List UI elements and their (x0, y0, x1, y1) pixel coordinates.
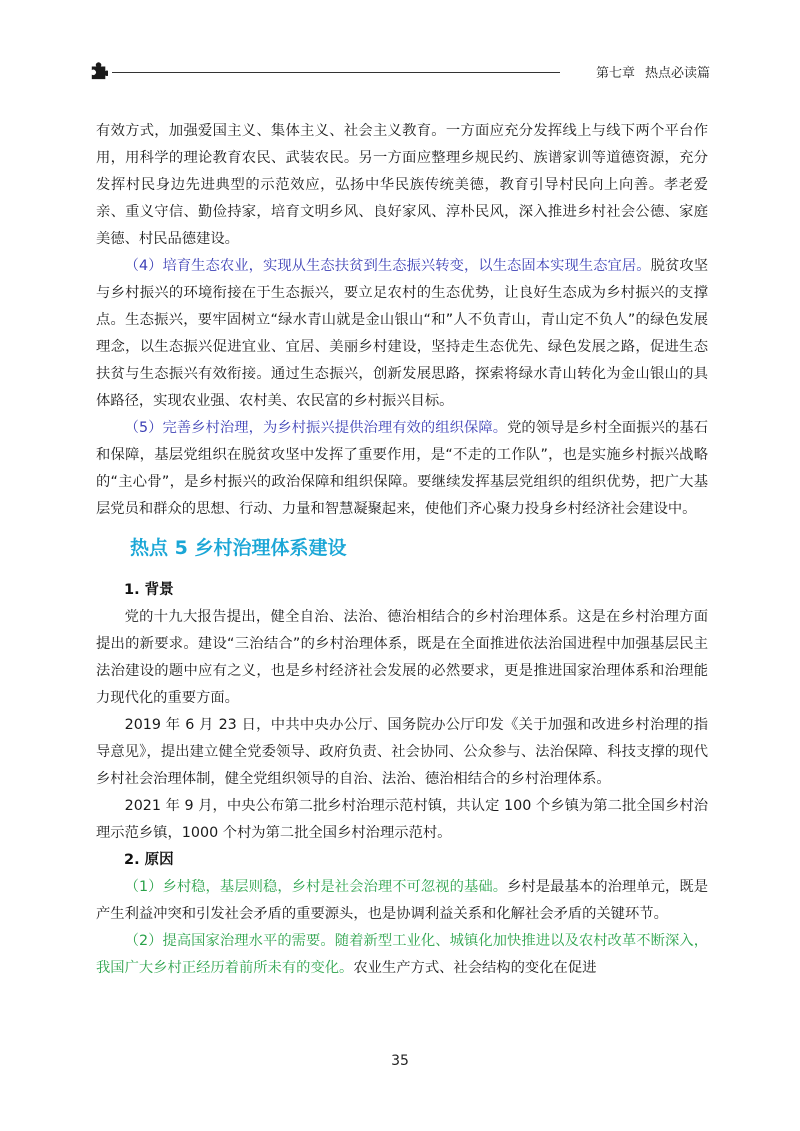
ecology-body: 脱贫攻坚与乡村振兴的环境衔接在于生态振兴，要立足农村的生态优势，让良好生态成为乡村振兴的支撑点。生态振兴，要牢固树立“绿水青山就是金山银山“和”人不负青山，青山定不负人”的绿色发展理念，以生态振兴促进宜业、宜居、美丽乡村建设，坚持走生态优先、绿色发展之路，促进生态扶贫与生态振兴有效衔接。通过生态振兴，创新发展思路，探索将绿水青山转化为金山银山的具体路径，实现农业强、农村美、农民富的乡村振兴目标。 (96, 258, 709, 409)
paragraph-governance (96, 415, 708, 523)
reason-1-heading: （1）乡村稳，基层则稳，乡村是社会治理不可忽视的基础。 (124, 879, 508, 895)
governance-heading: （5）完善乡村治理，为乡村振兴提供治理有效的组织保障。 (124, 420, 508, 436)
chapter-label: 第七章 (595, 66, 635, 81)
reason-paragraph-1 (96, 874, 708, 928)
background-paragraph-2: 2019 年 6 月 23 日，中共中央办公厅、国务院办公厅印发《关于加强和改进乡村治理的指导意见》，提出建立健全党委领导、政府负责、社会协同、公众参与、法治保障、科技支撑的现代乡村社会治理体制，健全党组织领导的自治、法治、德治相结合的乡村治理体系。 (96, 717, 708, 787)
reason-1-body: 乡村是最基本的治理单元，既是产生利益冲突和引发社会矛盾的重要源头，也是协调利益关系和化解社会矛盾的关键环节。 (96, 879, 709, 922)
background-paragraph-3: 2021 年 9 月，中央公布第二批乡村治理示范村镇，共认定 100 个乡镇为第二批全国乡村治理示范乡镇，1000 个村为第二批全国乡村治理示范村。 (96, 798, 708, 841)
reason-2-body: 农业生产方式、社会结构的变化在促进 (353, 960, 597, 976)
header-rule (112, 72, 560, 73)
section-label: 热点必读篇 (644, 66, 710, 81)
paragraph-continuation: 有效方式，加强爱国主义、集体主义、社会主义教育。一方面应充分发挥线上与线下两个平台作用，用科学的理论教育农民、武装农民。另一方面应整理乡规民约、族谱家训等道德资源，充分发挥村民身边先进典型的示范效应，弘扬中华民族传统美德，教育引导村民向上向善。孝老爱亲、重义守信、勤俭持家，培育文明乡风、良好家风、淳朴民风，深入推进乡村社会公德、家庭美德、村民品德建设。 (96, 123, 708, 247)
reason-2-heading: （2）提高国家治理水平的需要。随着新型工业化、城镇化加快推进以及农村改革不断深入，我国广大乡村正经历着前所未有的变化。 (96, 933, 708, 976)
background-heading: 1. 背景 (124, 582, 174, 598)
running-head (596, 62, 710, 81)
page-number: 35 (391, 1053, 409, 1069)
reason-heading: 2. 原因 (124, 852, 174, 868)
background-paragraph-1: 党的十九大报告提出，健全自治、法治、德治相结合的乡村治理体系。这是在乡村治理方面提出的新要求。建设“三治结合”的乡村治理体系，既是在全面推进依法治国进程中加强基层民主法治建设的题中应有之义，也是乡村经济社会发展的必然要求，更是推进国家治理体系和治理能力现代化的重要方面。 (96, 609, 708, 706)
reason-paragraph-2 (96, 928, 708, 982)
ecology-heading: （4）培育生态农业，实现从生态扶贫到生态振兴转变，以生态固本实现生态宜居。 (124, 258, 651, 274)
hotspot-title: 热点 5 乡村治理体系建设 (130, 537, 347, 559)
page-body (96, 118, 708, 982)
puzzle-icon (90, 62, 108, 80)
paragraph-ecology (96, 253, 708, 415)
page-header (90, 60, 710, 84)
governance-body: 党的领导是乡村全面振兴的基石和保障，基层党组织在脱贫攻坚中发挥了重要作用，是“不走的工作队”，也是实施乡村振兴战略的“主心骨”，是乡村振兴的政治保障和组织保障。要继续发挥基层党组织的组织优势，把广大基层党员和群众的思想、行动、力量和智慧凝聚起来，使他们齐心聚力投身乡村经济社会建设中。 (96, 420, 709, 517)
